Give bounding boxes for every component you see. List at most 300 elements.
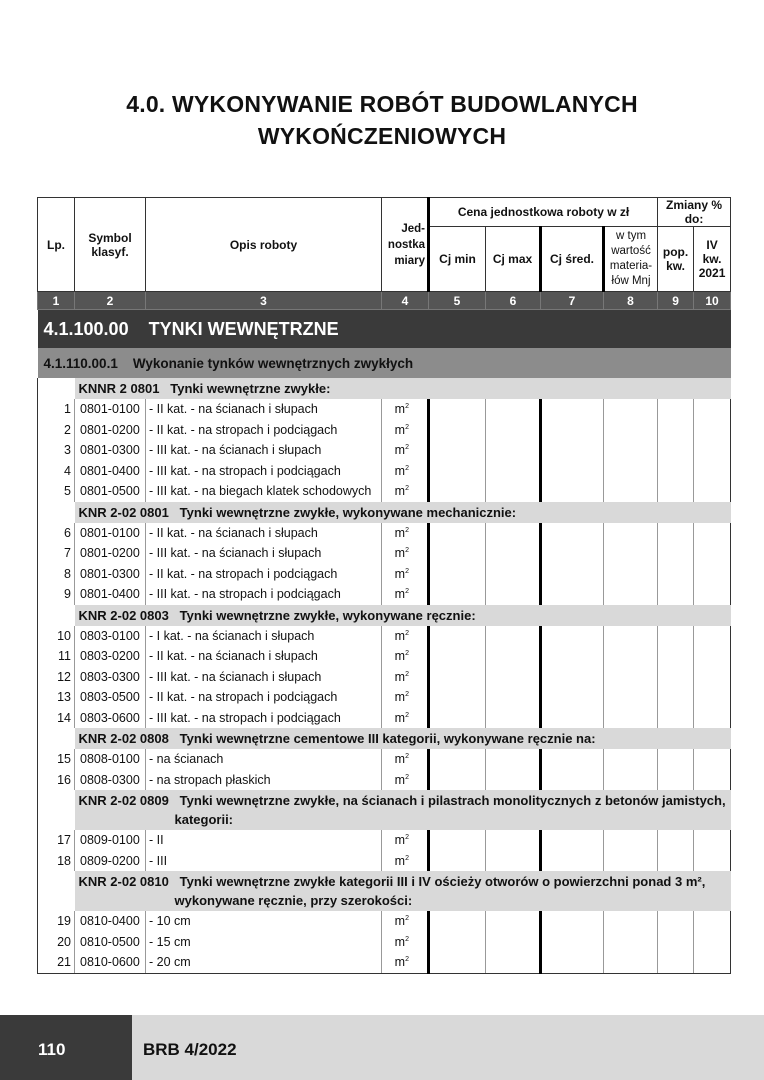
cell-w-tym bbox=[604, 667, 658, 688]
row-symbol: 0801-0400 bbox=[75, 461, 146, 482]
cell-iv-kw bbox=[694, 749, 731, 770]
cell-iv-kw bbox=[694, 830, 731, 851]
cell-cj-max bbox=[486, 564, 541, 585]
cell-cj-max bbox=[486, 420, 541, 441]
cell-cj-min bbox=[429, 646, 486, 667]
group-name-line-2: kategorii: bbox=[174, 812, 234, 827]
row-opis: - III bbox=[146, 851, 382, 872]
table-row bbox=[38, 911, 731, 932]
cell-iv-kw bbox=[694, 708, 731, 729]
table-row bbox=[38, 830, 731, 851]
cell-w-tym bbox=[604, 399, 658, 420]
row-lp: 20 bbox=[38, 932, 75, 953]
cell-iv-kw bbox=[694, 932, 731, 953]
row-opis: - II kat. - na stropach i podciągach bbox=[146, 564, 382, 585]
table-row bbox=[38, 523, 731, 544]
cell-cj-sred bbox=[541, 749, 604, 770]
row-opis: - I kat. - na ścianach i słupach bbox=[146, 626, 382, 647]
unit-text: m bbox=[394, 710, 406, 725]
table-row bbox=[38, 440, 731, 461]
cell-cj-min bbox=[429, 399, 486, 420]
cell-cj-min bbox=[429, 440, 486, 461]
row-unit bbox=[382, 687, 429, 708]
cell-cj-min bbox=[429, 911, 486, 932]
cell-iv-kw bbox=[694, 770, 731, 791]
row-lp: 7 bbox=[38, 543, 75, 564]
footer-page-bar bbox=[0, 1015, 132, 1080]
cell-cj-sred bbox=[541, 440, 604, 461]
table-row bbox=[38, 708, 731, 729]
subsection-row bbox=[38, 348, 731, 378]
title-line-2: WYKOŃCZENIOWYCH bbox=[257, 123, 507, 149]
unit-exponent: 2 bbox=[405, 403, 409, 411]
group-code: KNNR 2 0801 bbox=[78, 381, 160, 396]
cell-cj-min bbox=[429, 543, 486, 564]
table-row bbox=[38, 749, 731, 770]
row-opis: - III kat. - na ścianach i słupach bbox=[146, 667, 382, 688]
cell-cj-max bbox=[486, 543, 541, 564]
cell-pop-kw bbox=[658, 687, 694, 708]
group-code: KNR 2-02 0810 bbox=[78, 874, 169, 889]
cell-w-tym bbox=[604, 687, 658, 708]
header-symbol: Symbol klasyf. bbox=[75, 198, 146, 292]
cell-w-tym bbox=[604, 440, 658, 461]
row-symbol: 0810-0400 bbox=[75, 911, 146, 932]
unit-text: m bbox=[394, 752, 406, 767]
unit-exponent: 2 bbox=[405, 464, 409, 472]
group-name: Tynki wewnętrzne zwykłe, wykonywane mechanicznie: bbox=[179, 504, 517, 520]
unit-exponent: 2 bbox=[405, 935, 409, 943]
cell-iv-kw bbox=[694, 687, 731, 708]
unit-exponent: 2 bbox=[405, 423, 409, 431]
row-symbol: 0803-0100 bbox=[75, 626, 146, 647]
row-lp: 14 bbox=[38, 708, 75, 729]
row-lp: 4 bbox=[38, 461, 75, 482]
table-row bbox=[38, 770, 731, 791]
row-unit bbox=[382, 481, 429, 502]
cell-cj-max bbox=[486, 461, 541, 482]
subsection-name: Wykonanie tynków wewnętrznych zwykłych bbox=[132, 355, 414, 371]
cell-cj-min bbox=[429, 667, 486, 688]
header-opis: Opis roboty bbox=[146, 198, 382, 292]
row-lp: 21 bbox=[38, 952, 75, 973]
cell-w-tym bbox=[604, 626, 658, 647]
group-code: KNR 2-02 0803 bbox=[78, 607, 169, 623]
cell-w-tym bbox=[604, 461, 658, 482]
cell-cj-sred bbox=[541, 830, 604, 851]
unit-exponent: 2 bbox=[405, 854, 409, 862]
group-code: KNR 2-02 0809 bbox=[78, 793, 169, 808]
table-row bbox=[38, 564, 731, 585]
table-row bbox=[38, 932, 731, 953]
cell-cj-max bbox=[486, 687, 541, 708]
row-symbol: 0803-0500 bbox=[75, 687, 146, 708]
cell-cj-sred bbox=[541, 543, 604, 564]
row-symbol: 0810-0500 bbox=[75, 932, 146, 953]
row-lp: 2 bbox=[38, 420, 75, 441]
unit-text: m bbox=[394, 853, 406, 868]
row-unit bbox=[382, 461, 429, 482]
cell-pop-kw bbox=[658, 911, 694, 932]
cell-cj-min bbox=[429, 708, 486, 729]
cell-cj-max bbox=[486, 481, 541, 502]
row-unit bbox=[382, 932, 429, 953]
unit-text: m bbox=[394, 772, 406, 787]
header-cj-min: Cj min bbox=[429, 227, 486, 292]
group-name: Tynki wewnętrzne zwykłe, wykonywane ręcznie: bbox=[179, 607, 476, 623]
unit-text: m bbox=[394, 422, 406, 437]
cell-pop-kw bbox=[658, 481, 694, 502]
row-unit bbox=[382, 399, 429, 420]
cell-w-tym bbox=[604, 830, 658, 851]
column-numbers-row bbox=[38, 292, 731, 310]
cell-cj-max bbox=[486, 932, 541, 953]
unit-exponent: 2 bbox=[405, 670, 409, 678]
row-unit bbox=[382, 830, 429, 851]
unit-exponent: 2 bbox=[405, 753, 409, 761]
cell-w-tym bbox=[604, 749, 658, 770]
row-lp: 13 bbox=[38, 687, 75, 708]
row-lp: 10 bbox=[38, 626, 75, 647]
cell-pop-kw bbox=[658, 420, 694, 441]
group-header-row bbox=[38, 378, 731, 399]
unit-text: m bbox=[394, 833, 406, 848]
cell-iv-kw bbox=[694, 626, 731, 647]
unit-exponent: 2 bbox=[405, 629, 409, 637]
cell-iv-kw bbox=[694, 420, 731, 441]
cell-cj-sred bbox=[541, 461, 604, 482]
row-unit bbox=[382, 667, 429, 688]
row-symbol: 0803-0200 bbox=[75, 646, 146, 667]
row-lp: 6 bbox=[38, 523, 75, 544]
cell-cj-max bbox=[486, 646, 541, 667]
row-unit bbox=[382, 646, 429, 667]
unit-exponent: 2 bbox=[405, 526, 409, 534]
unit-exponent: 2 bbox=[405, 915, 409, 923]
group-name: Tynki wewnętrzne zwykłe, na ścianach i pilastrach monolitycznych z betonów jamistych, bbox=[179, 793, 726, 808]
row-symbol: 0801-0400 bbox=[75, 584, 146, 605]
cell-cj-sred bbox=[541, 667, 604, 688]
row-lp: 1 bbox=[38, 399, 75, 420]
group-name: Tynki wewnętrzne zwykłe: bbox=[170, 381, 331, 396]
unit-exponent: 2 bbox=[405, 547, 409, 555]
cell-cj-sred bbox=[541, 646, 604, 667]
row-symbol: 0801-0200 bbox=[75, 420, 146, 441]
header-lp: Lp. bbox=[38, 198, 75, 292]
cell-cj-max bbox=[486, 952, 541, 973]
group-name-line-2: wykonywane ręcznie, przy szerokości: bbox=[174, 893, 413, 908]
row-lp: 12 bbox=[38, 667, 75, 688]
cell-w-tym bbox=[604, 584, 658, 605]
cell-w-tym bbox=[604, 564, 658, 585]
header-pop-kw: pop. kw. bbox=[658, 227, 694, 292]
cell-cj-min bbox=[429, 770, 486, 791]
cell-cj-min bbox=[429, 626, 486, 647]
cell-cj-max bbox=[486, 830, 541, 851]
row-symbol: 0801-0500 bbox=[75, 481, 146, 502]
cell-cj-max bbox=[486, 667, 541, 688]
column-number: 3 bbox=[146, 292, 382, 310]
unit-text: m bbox=[394, 402, 406, 417]
row-lp: 18 bbox=[38, 851, 75, 872]
cell-iv-kw bbox=[694, 543, 731, 564]
cell-iv-kw bbox=[694, 952, 731, 973]
cell-cj-max bbox=[486, 911, 541, 932]
cell-iv-kw bbox=[694, 440, 731, 461]
row-unit bbox=[382, 564, 429, 585]
row-opis: - II kat. - na ścianach i słupach bbox=[146, 399, 382, 420]
cell-cj-sred bbox=[541, 523, 604, 544]
cell-iv-kw bbox=[694, 911, 731, 932]
cell-iv-kw bbox=[694, 523, 731, 544]
column-number: 4 bbox=[382, 292, 429, 310]
unit-exponent: 2 bbox=[405, 711, 409, 719]
page-title bbox=[0, 88, 764, 152]
cell-cj-max bbox=[486, 708, 541, 729]
unit-text: m bbox=[394, 934, 406, 949]
cell-cj-min bbox=[429, 584, 486, 605]
row-opis: - III kat. - na ścianach i słupach bbox=[146, 543, 382, 564]
header-zmiany: Zmiany % do: bbox=[658, 198, 731, 227]
row-unit bbox=[382, 851, 429, 872]
cell-iv-kw bbox=[694, 564, 731, 585]
unit-exponent: 2 bbox=[405, 691, 409, 699]
cell-pop-kw bbox=[658, 646, 694, 667]
cell-w-tym bbox=[604, 911, 658, 932]
group-name: Tynki wewnętrzne zwykłe kategorii III i IV ościeży otworów o powierzchni ponad 3 m², bbox=[179, 874, 706, 889]
cell-iv-kw bbox=[694, 399, 731, 420]
row-symbol: 0809-0100 bbox=[75, 830, 146, 851]
cell-w-tym bbox=[604, 851, 658, 872]
unit-text: m bbox=[394, 566, 406, 581]
cell-iv-kw bbox=[694, 481, 731, 502]
row-unit bbox=[382, 911, 429, 932]
unit-exponent: 2 bbox=[405, 588, 409, 596]
cell-cj-min bbox=[429, 420, 486, 441]
row-opis: - 10 cm bbox=[146, 911, 382, 932]
row-opis: - II kat. - na stropach i podciągach bbox=[146, 687, 382, 708]
row-opis: - na ścianach bbox=[146, 749, 382, 770]
group-header-row bbox=[38, 790, 731, 830]
cell-cj-min bbox=[429, 687, 486, 708]
row-lp: 5 bbox=[38, 481, 75, 502]
group-code: KNR 2-02 0808 bbox=[78, 731, 169, 746]
cell-cj-sred bbox=[541, 911, 604, 932]
column-number: 1 bbox=[38, 292, 75, 310]
cell-pop-kw bbox=[658, 708, 694, 729]
unit-exponent: 2 bbox=[405, 956, 409, 964]
column-number: 2 bbox=[75, 292, 146, 310]
cell-pop-kw bbox=[658, 523, 694, 544]
row-unit bbox=[382, 952, 429, 973]
row-symbol: 0803-0300 bbox=[75, 667, 146, 688]
unit-text: m bbox=[394, 955, 406, 970]
unit-exponent: 2 bbox=[405, 650, 409, 658]
row-unit bbox=[382, 584, 429, 605]
column-number: 8 bbox=[604, 292, 658, 310]
row-opis: - III kat. - na stropach i podciągach bbox=[146, 584, 382, 605]
cell-iv-kw bbox=[694, 646, 731, 667]
cell-cj-sred bbox=[541, 932, 604, 953]
table-row bbox=[38, 851, 731, 872]
cell-pop-kw bbox=[658, 749, 694, 770]
subsection-code: 4.1.110.00.1 bbox=[43, 355, 118, 371]
cell-pop-kw bbox=[658, 830, 694, 851]
cell-cj-min bbox=[429, 564, 486, 585]
cell-cj-max bbox=[486, 770, 541, 791]
unit-text: m bbox=[394, 525, 406, 540]
unit-text: m bbox=[394, 463, 406, 478]
row-symbol: 0809-0200 bbox=[75, 851, 146, 872]
cell-cj-sred bbox=[541, 564, 604, 585]
group-header-row bbox=[38, 502, 731, 523]
table-row bbox=[38, 584, 731, 605]
cell-cj-max bbox=[486, 440, 541, 461]
cell-cj-min bbox=[429, 461, 486, 482]
header-cena-group: Cena jednostkowa roboty w zł bbox=[429, 198, 658, 227]
group-code: KNR 2-02 0801 bbox=[78, 504, 169, 520]
unit-text: m bbox=[394, 628, 406, 643]
unit-text: m bbox=[394, 914, 406, 929]
row-lp: 9 bbox=[38, 584, 75, 605]
cell-cj-max bbox=[486, 399, 541, 420]
header-jednostka: Jed-nostka miary bbox=[382, 198, 429, 292]
row-opis: - na stropach płaskich bbox=[146, 770, 382, 791]
cell-w-tym bbox=[604, 543, 658, 564]
row-lp: 16 bbox=[38, 770, 75, 791]
unit-text: m bbox=[394, 443, 406, 458]
cell-pop-kw bbox=[658, 584, 694, 605]
section-row bbox=[38, 310, 731, 349]
table-row bbox=[38, 481, 731, 502]
cell-w-tym bbox=[604, 481, 658, 502]
cell-iv-kw bbox=[694, 851, 731, 872]
row-lp: 19 bbox=[38, 911, 75, 932]
row-symbol: 0801-0100 bbox=[75, 399, 146, 420]
unit-exponent: 2 bbox=[405, 773, 409, 781]
group-header-row bbox=[38, 605, 731, 626]
row-opis: - 20 cm bbox=[146, 952, 382, 973]
header-cj-max: Cj max bbox=[486, 227, 541, 292]
column-number: 9 bbox=[658, 292, 694, 310]
cell-cj-max bbox=[486, 626, 541, 647]
unit-exponent: 2 bbox=[405, 567, 409, 575]
cell-cj-min bbox=[429, 830, 486, 851]
header-cj-sred: Cj śred. bbox=[541, 227, 604, 292]
cell-pop-kw bbox=[658, 667, 694, 688]
unit-text: m bbox=[394, 649, 406, 664]
cell-cj-max bbox=[486, 851, 541, 872]
section-name: TYNKI WEWNĘTRZNE bbox=[148, 318, 339, 339]
row-opis: - III kat. - na stropach i podciągach bbox=[146, 461, 382, 482]
cell-cj-sred bbox=[541, 481, 604, 502]
cell-pop-kw bbox=[658, 626, 694, 647]
cell-cj-min bbox=[429, 523, 486, 544]
row-opis: - III kat. - na stropach i podciągach bbox=[146, 708, 382, 729]
cell-w-tym bbox=[604, 523, 658, 544]
price-table bbox=[37, 197, 731, 974]
column-number: 10 bbox=[694, 292, 731, 310]
cell-cj-min bbox=[429, 481, 486, 502]
cell-w-tym bbox=[604, 952, 658, 973]
cell-cj-max bbox=[486, 584, 541, 605]
unit-text: m bbox=[394, 587, 406, 602]
row-unit bbox=[382, 440, 429, 461]
row-opis: - 15 cm bbox=[146, 932, 382, 953]
cell-cj-sred bbox=[541, 687, 604, 708]
section-code: 4.1.100.00 bbox=[43, 318, 129, 339]
table-row bbox=[38, 952, 731, 973]
row-unit bbox=[382, 523, 429, 544]
unit-text: m bbox=[394, 546, 406, 561]
cell-cj-min bbox=[429, 749, 486, 770]
unit-text: m bbox=[394, 484, 406, 499]
header-w-tym: w tym wartość materia-łów Mnj bbox=[604, 227, 658, 292]
cell-w-tym bbox=[604, 420, 658, 441]
cell-w-tym bbox=[604, 770, 658, 791]
header-iv-kw: IV kw. 2021 bbox=[694, 227, 731, 292]
row-lp: 15 bbox=[38, 749, 75, 770]
cell-iv-kw bbox=[694, 461, 731, 482]
column-number: 5 bbox=[429, 292, 486, 310]
row-lp: 17 bbox=[38, 830, 75, 851]
cell-cj-sred bbox=[541, 626, 604, 647]
cell-iv-kw bbox=[694, 667, 731, 688]
unit-exponent: 2 bbox=[405, 485, 409, 493]
row-unit bbox=[382, 626, 429, 647]
cell-pop-kw bbox=[658, 461, 694, 482]
publication-label: BRB 4/2022 bbox=[143, 1040, 237, 1059]
unit-exponent: 2 bbox=[405, 444, 409, 452]
cell-pop-kw bbox=[658, 770, 694, 791]
cell-cj-sred bbox=[541, 584, 604, 605]
cell-cj-sred bbox=[541, 399, 604, 420]
group-header-row bbox=[38, 871, 731, 911]
title-line-1: 4.0. WYKONYWANIE ROBÓT BUDOWLANYCH bbox=[126, 91, 638, 117]
table-row bbox=[38, 687, 731, 708]
cell-cj-max bbox=[486, 749, 541, 770]
row-unit bbox=[382, 749, 429, 770]
cell-pop-kw bbox=[658, 952, 694, 973]
cell-cj-sred bbox=[541, 420, 604, 441]
page-number: 110 bbox=[38, 1040, 66, 1059]
row-symbol: 0801-0100 bbox=[75, 523, 146, 544]
row-opis: - II kat. - na ścianach i słupach bbox=[146, 646, 382, 667]
cell-pop-kw bbox=[658, 932, 694, 953]
cell-w-tym bbox=[604, 708, 658, 729]
group-header-row bbox=[38, 728, 731, 749]
table-row bbox=[38, 626, 731, 647]
cell-cj-sred bbox=[541, 770, 604, 791]
row-unit bbox=[382, 420, 429, 441]
cell-cj-sred bbox=[541, 851, 604, 872]
cell-pop-kw bbox=[658, 440, 694, 461]
cell-iv-kw bbox=[694, 584, 731, 605]
row-symbol: 0801-0300 bbox=[75, 564, 146, 585]
row-opis: - II kat. - na stropach i podciągach bbox=[146, 420, 382, 441]
unit-exponent: 2 bbox=[405, 834, 409, 842]
cell-cj-min bbox=[429, 851, 486, 872]
row-opis: - II kat. - na ścianach i słupach bbox=[146, 523, 382, 544]
cell-cj-sred bbox=[541, 708, 604, 729]
column-number: 6 bbox=[486, 292, 541, 310]
row-symbol: 0803-0600 bbox=[75, 708, 146, 729]
row-unit bbox=[382, 708, 429, 729]
row-symbol: 0801-0300 bbox=[75, 440, 146, 461]
cell-w-tym bbox=[604, 646, 658, 667]
cell-cj-max bbox=[486, 523, 541, 544]
row-opis: - III kat. - na biegach klatek schodowych bbox=[146, 481, 382, 502]
